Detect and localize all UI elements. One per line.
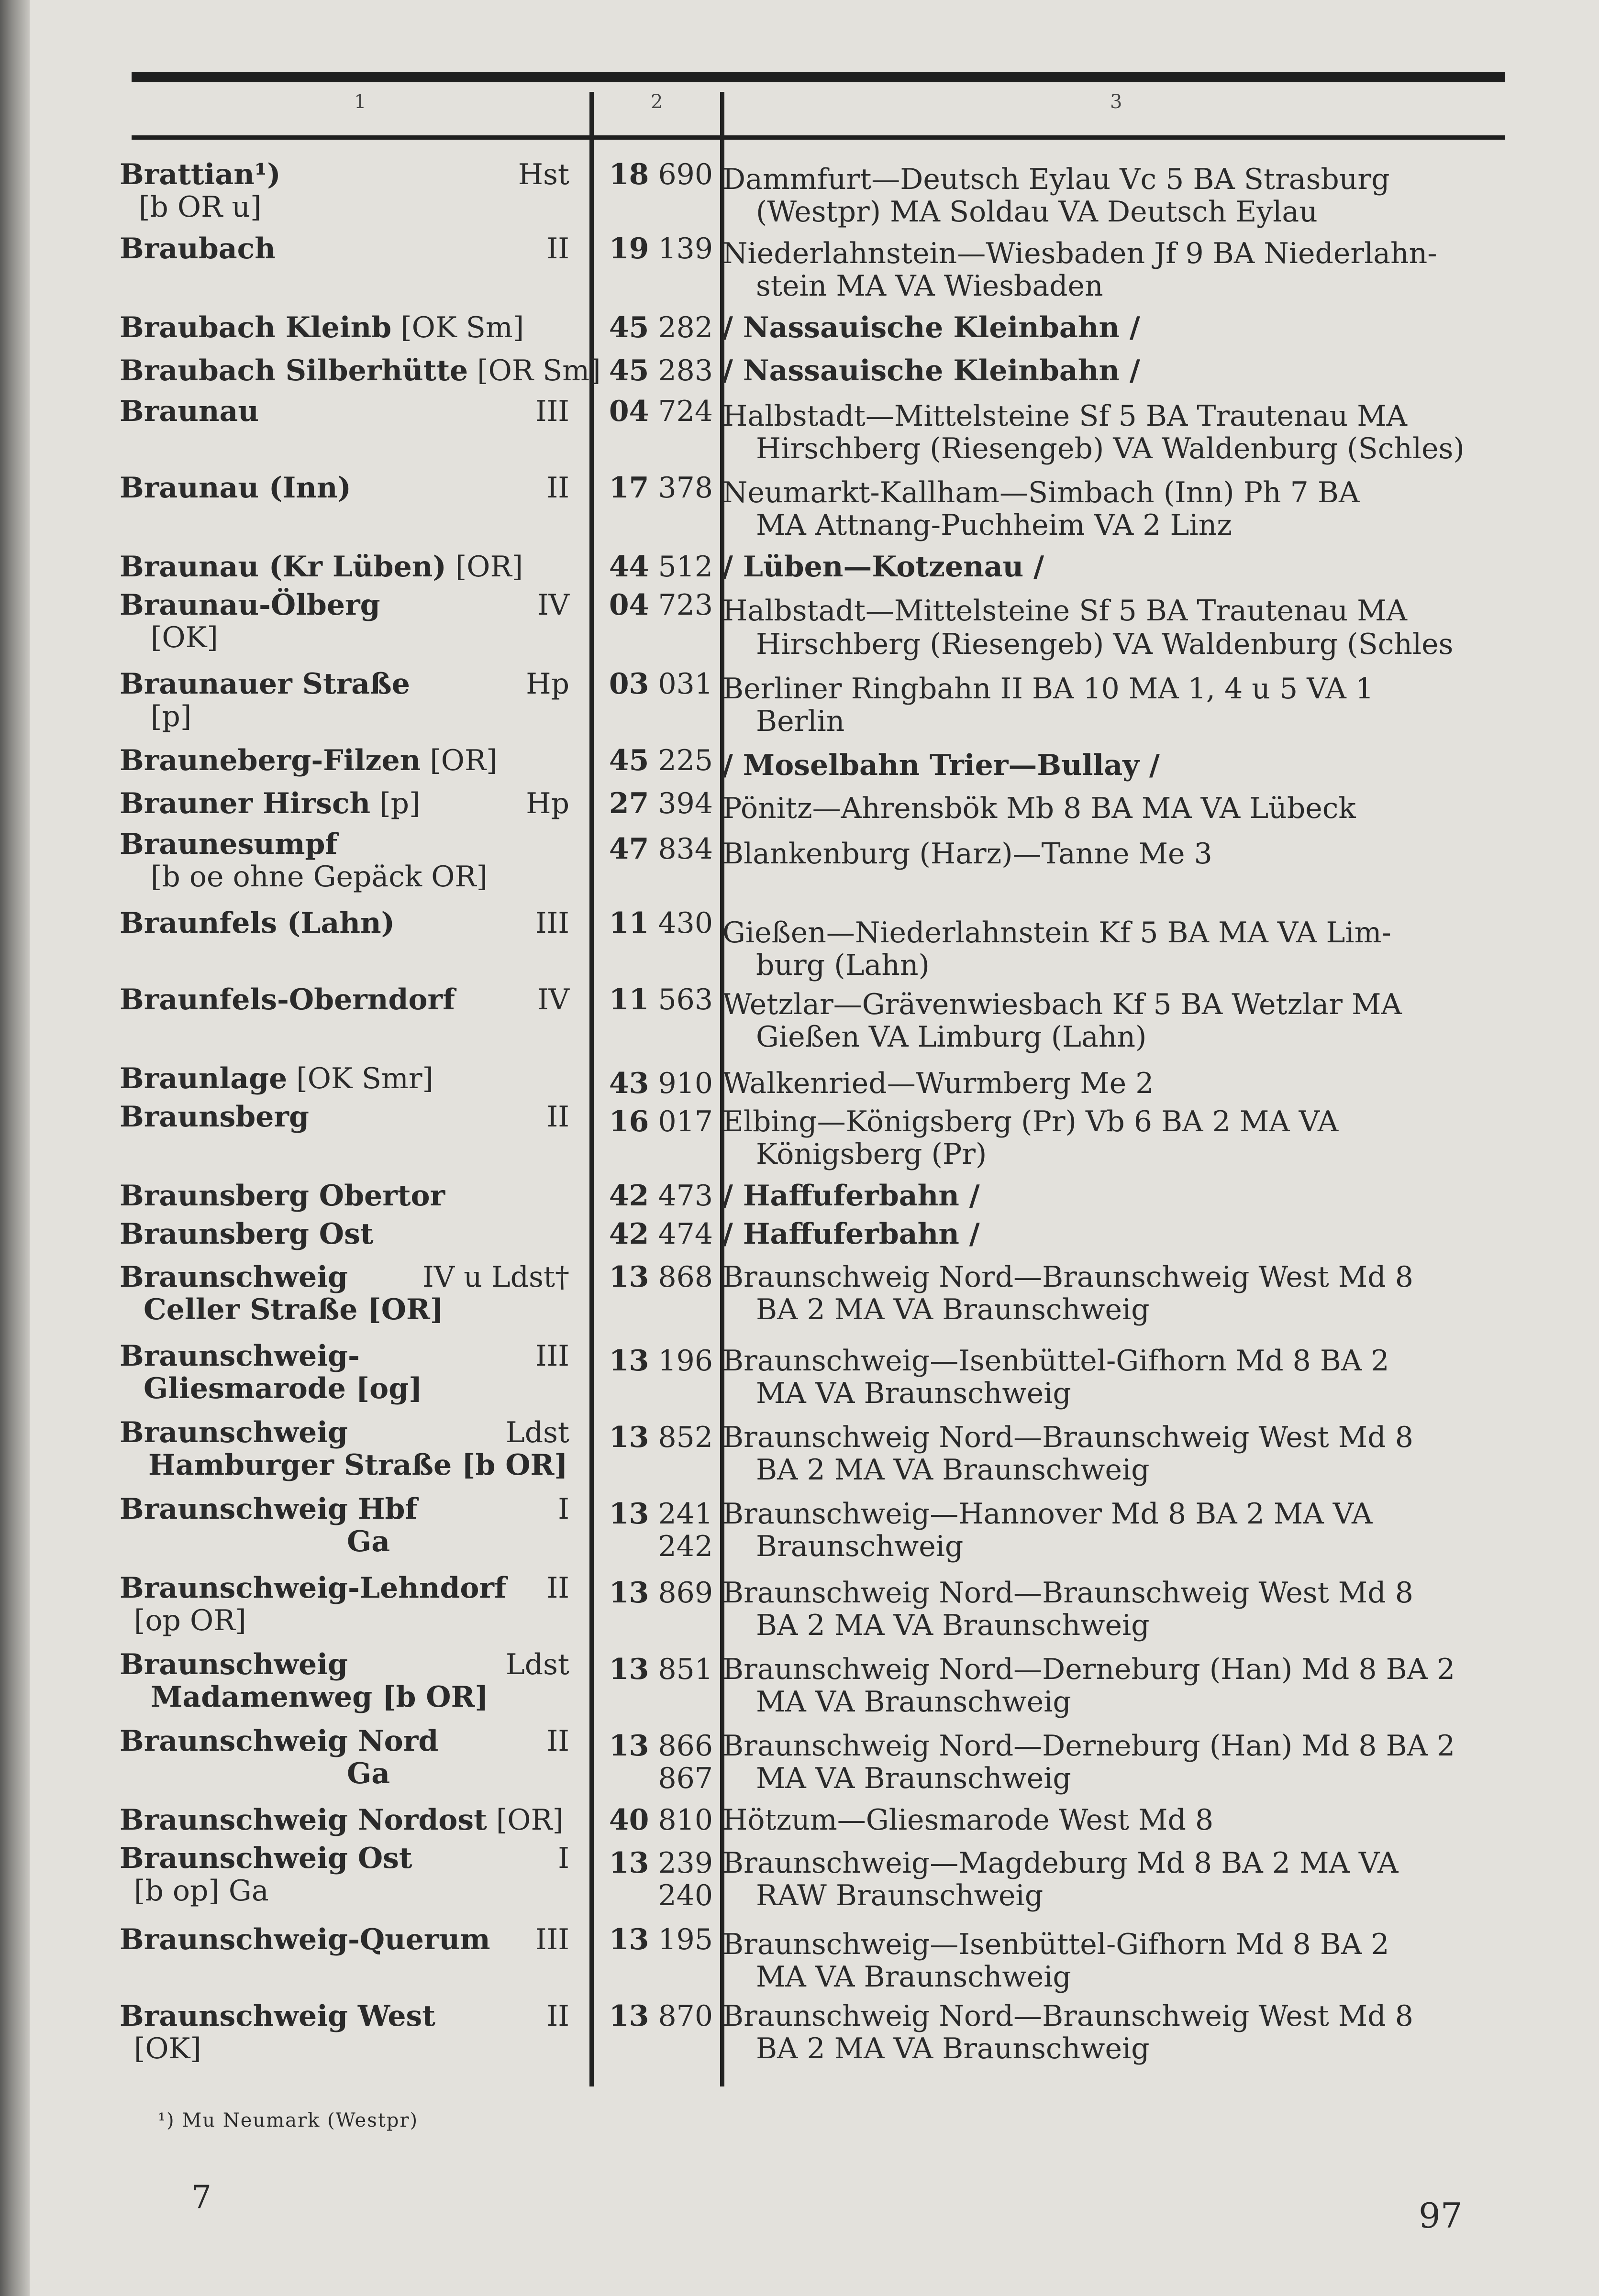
route-line: BA 2 MA VA Braunschweig [756, 1609, 1150, 1642]
station-tag: [p] [370, 787, 421, 820]
table-row [0, 232, 1599, 309]
station-name: Braunsberg [120, 1100, 309, 1134]
table-row [0, 828, 1599, 904]
station-name: Braunschweig Nord [120, 1724, 439, 1758]
station-name: Braunschweig-Querum [120, 1923, 490, 1956]
station-name: Braunau [120, 395, 259, 428]
route-line: / Lüben—Kotzenau / [722, 550, 1044, 584]
station-name: Braubach Silberhütte [120, 354, 468, 387]
station-number: 13 241 [609, 1497, 713, 1531]
route-line: Pönitz—Ahrensbök Mb 8 BA MA VA Lübeck [722, 792, 1356, 825]
station-number: 13 868 [609, 1260, 713, 1294]
station-name: Brauner Hirsch [120, 787, 371, 820]
station-tag: [OK Sm] [391, 311, 524, 344]
route-line: Halbstadt—Mittelsteine Sf 5 BA Trautenau MA [722, 399, 1408, 433]
station-number: 16 017 [609, 1105, 713, 1138]
station-name: Braubach [120, 232, 276, 265]
route-line: Hirschberg (Riesengeb) VA Waldenburg (Schles [756, 628, 1454, 661]
signature-mark: 7 [191, 2179, 211, 2216]
station-class: III [535, 906, 569, 940]
station-number: 13 851 [609, 1653, 713, 1686]
station-class: Hp [526, 787, 569, 820]
station-class: II [546, 1100, 569, 1134]
station-tag: [OK Smr] [287, 1062, 433, 1095]
station-number: 13 852 [609, 1421, 713, 1454]
route-line: Braunschweig—Hannover Md 8 BA 2 MA VA [722, 1497, 1373, 1531]
route-line: Elbing—Königsberg (Pr) Vb 6 BA 2 MA VA [722, 1105, 1339, 1138]
route-line: RAW Braunschweig [756, 1879, 1044, 1912]
route-line: / Nassauische Kleinbahn / [722, 311, 1140, 344]
table-row [0, 1999, 1599, 2076]
station-number: 19 139 [609, 232, 713, 265]
route-line: MA VA Braunschweig [756, 1960, 1071, 1994]
table-row [0, 1416, 1599, 1492]
station-class: II [546, 1724, 569, 1758]
table-row [0, 667, 1599, 744]
station-name: Braubach Kleinb [120, 311, 392, 344]
station-detail: [b oe ohne Gepäck OR] [151, 860, 488, 894]
station-class: IV u Ldst† [422, 1260, 569, 1294]
footnote: ¹) Mu Neumark (Westpr) [158, 2109, 419, 2131]
station-detail: [p] [151, 700, 192, 733]
route-line: Braunschweig Nord—Derneburg (Han) Md 8 BA 2 [722, 1653, 1455, 1686]
station-number: 44 512 [609, 550, 713, 584]
route-line: (Westpr) MA Soldau VA Deutsch Eylau [756, 195, 1318, 229]
station-number: 13 866 [609, 1729, 713, 1763]
station-name: Braunschweig [120, 1648, 348, 1681]
station-class: Ldst [505, 1416, 569, 1449]
route-line: / Moselbahn Trier—Bullay / [722, 749, 1160, 782]
route-line: Berlin [756, 705, 845, 738]
station-class: I [558, 1842, 569, 1875]
table-row [0, 588, 1599, 665]
station-detail: [OK] [151, 621, 218, 654]
station-number: 04 723 [609, 588, 713, 622]
station-class: III [535, 1923, 569, 1956]
table-row [0, 1492, 1599, 1569]
route-line: Braunschweig—Isenbüttel-Gifhorn Md 8 BA 2 [722, 1928, 1389, 1961]
route-line: Königsberg (Pr) [756, 1137, 987, 1171]
route-line: Gießen—Niederlahnstein Kf 5 BA MA VA Lim- [722, 916, 1391, 949]
station-name: Braunfels (Lahn) [120, 906, 395, 940]
station-detail: Ga [347, 1525, 390, 1558]
station-number-ext: 867 [658, 1762, 713, 1795]
station-detail: [OK] [134, 2032, 201, 2065]
station-detail: [b op] Ga [134, 1874, 269, 1908]
station-tag: [OR] [421, 744, 498, 777]
route-line: Braunschweig—Magdeburg Md 8 BA 2 MA VA [722, 1846, 1399, 1880]
station-number: 45 283 [609, 354, 713, 387]
table-row [0, 983, 1599, 1060]
table-row [0, 906, 1599, 983]
station-class: II [546, 1571, 569, 1605]
station-number-ext: 242 [658, 1530, 713, 1563]
station-name: Braunschweig-Lehndorf [120, 1571, 507, 1605]
route-line: burg (Lahn) [756, 949, 930, 982]
route-line: MA Attnang-Puchheim VA 2 Linz [756, 508, 1232, 542]
station-name: Braunfels-Oberndorf [120, 983, 455, 1016]
table-row [0, 1571, 1599, 1648]
route-line: Braunschweig Nord—Braunschweig West Md 8 [722, 1576, 1413, 1610]
station-detail: Gliesmarode [og] [144, 1372, 422, 1405]
station-number: 18 690 [609, 158, 713, 191]
station-class: III [535, 395, 569, 428]
station-tag: [OR Sm] [468, 354, 601, 387]
station-name: Braunschweig [120, 1416, 348, 1449]
station-name: Braunesumpf [120, 828, 338, 861]
station-detail: [op OR] [134, 1604, 246, 1637]
station-number: 40 810 [609, 1803, 713, 1837]
station-number: 42 474 [609, 1217, 713, 1251]
station-number: 13 195 [609, 1923, 713, 1956]
station-detail: [b OR u] [139, 190, 262, 224]
station-name: Braunschweig Hbf [120, 1492, 418, 1526]
route-line: MA VA Braunschweig [756, 1685, 1071, 1719]
column-header-1: 1 [354, 91, 366, 113]
route-line: Braunschweig Nord—Braunschweig West Md 8 [722, 1421, 1413, 1454]
route-line: / Haffuferbahn / [722, 1179, 980, 1213]
station-name: Braunschweig [120, 1260, 348, 1294]
station-class: Ldst [505, 1648, 569, 1681]
station-name: Braunau-Ölberg [120, 588, 380, 622]
route-line: BA 2 MA VA Braunschweig [756, 1453, 1150, 1487]
station-number: 45 225 [609, 744, 713, 777]
station-class: I [558, 1492, 569, 1526]
station-number: 13 869 [609, 1576, 713, 1610]
column-header-2: 2 [651, 91, 663, 113]
station-tag: [OR] [487, 1803, 564, 1837]
route-line: Braunschweig Nord—Braunschweig West Md 8 [722, 1260, 1413, 1294]
table-row [0, 395, 1599, 471]
route-line: Hirschberg (Riesengeb) VA Waldenburg (Schles) [756, 432, 1465, 465]
table-row [0, 1923, 1599, 1999]
station-tag: [OR] [446, 550, 523, 584]
table-row [0, 1260, 1599, 1337]
station-class: Hp [526, 667, 569, 701]
station-class: IV [537, 588, 569, 622]
station-name: Braunschweig Nordost [120, 1803, 487, 1837]
station-number: 04 724 [609, 395, 713, 428]
table-row [0, 1842, 1599, 1918]
table-row [0, 1100, 1599, 1177]
station-number-ext: 240 [658, 1879, 713, 1912]
station-number: 13 239 [609, 1846, 713, 1880]
station-name: Braunschweig West [120, 1999, 435, 2033]
table-row [0, 1648, 1599, 1724]
route-line: Braunschweig Nord—Braunschweig West Md 8 [722, 1999, 1413, 2033]
station-number: 11 430 [609, 906, 713, 940]
station-number: 13 870 [609, 1999, 713, 2033]
station-name: Braunsberg Obertor [120, 1179, 445, 1213]
station-number: 43 910 [609, 1067, 713, 1100]
table-row [0, 1724, 1599, 1801]
station-name: Braunau (Inn) [120, 471, 351, 505]
route-line: Niederlahnstein—Wiesbaden Jf 9 BA Niederlahn- [722, 237, 1437, 270]
route-line: / Nassauische Kleinbahn / [722, 354, 1140, 387]
station-class: II [546, 1999, 569, 2033]
station-number: 11 563 [609, 983, 713, 1016]
route-line: Braunschweig [756, 1530, 964, 1563]
page-number: 97 [1419, 2196, 1463, 2236]
station-name: Brattian¹) [120, 158, 281, 191]
route-line: Gießen VA Limburg (Lahn) [756, 1020, 1147, 1054]
route-line: Blankenburg (Harz)—Tanne Me 3 [722, 837, 1212, 871]
route-line: Walkenried—Wurmberg Me 2 [722, 1067, 1154, 1100]
route-line: MA VA Braunschweig [756, 1377, 1071, 1410]
station-name: Braunschweig Ost [120, 1842, 412, 1875]
table-row [0, 158, 1599, 234]
station-class: II [546, 232, 569, 265]
station-detail: Ga [347, 1757, 390, 1790]
station-name: Braunlage [120, 1062, 288, 1095]
station-class: Hst [518, 158, 569, 191]
table-row [0, 1339, 1599, 1416]
table-row [0, 471, 1599, 548]
route-line: Dammfurt—Deutsch Eylau Vc 5 BA Strasburg [722, 163, 1390, 196]
station-number: 27 394 [609, 787, 713, 820]
station-class: III [535, 1339, 569, 1373]
route-line: Braunschweig Nord—Derneburg (Han) Md 8 BA 2 [722, 1729, 1455, 1763]
station-name: Braunschweig- [120, 1339, 360, 1373]
station-detail: Celler Straße [OR] [144, 1293, 444, 1326]
station-class: IV [537, 983, 569, 1016]
station-detail: Madamenweg [b OR] [151, 1680, 489, 1714]
route-line: Wetzlar—Grävenwiesbach Kf 5 BA Wetzlar MA [722, 988, 1402, 1021]
route-line: Halbstadt—Mittelsteine Sf 5 BA Trautenau MA [722, 594, 1408, 628]
route-line: BA 2 MA VA Braunschweig [756, 1293, 1150, 1326]
station-detail: Hamburger Straße [b OR] [148, 1448, 568, 1482]
route-line: Hötzum—Gliesmarode West Md 8 [722, 1803, 1214, 1837]
station-class: II [546, 471, 569, 505]
route-line: BA 2 MA VA Braunschweig [756, 2032, 1150, 2065]
route-line: MA VA Braunschweig [756, 1762, 1071, 1795]
station-name: Braunauer Straße [120, 667, 410, 701]
route-line: Neumarkt-Kallham—Simbach (Inn) Ph 7 BA [722, 476, 1360, 509]
station-name: Braunau (Kr Lüben) [120, 550, 446, 584]
route-line: / Haffuferbahn / [722, 1217, 980, 1251]
top-rule [132, 72, 1505, 82]
station-name: Brauneberg-Filzen [120, 744, 421, 777]
station-number: 03 031 [609, 667, 713, 701]
station-number: 13 196 [609, 1344, 713, 1378]
route-line: Braunschweig—Isenbüttel-Gifhorn Md 8 BA 2 [722, 1344, 1389, 1378]
column-header-3: 3 [1110, 91, 1122, 113]
header-rule [132, 135, 1505, 140]
station-number: 17 378 [609, 471, 713, 505]
station-number: 47 834 [609, 832, 713, 866]
route-line: Berliner Ringbahn II BA 10 MA 1, 4 u 5 VA 1 [722, 672, 1374, 706]
station-number: 42 473 [609, 1179, 713, 1213]
route-line: stein MA VA Wiesbaden [756, 269, 1103, 303]
station-name: Braunsberg Ost [120, 1217, 374, 1251]
station-number: 45 282 [609, 311, 713, 344]
